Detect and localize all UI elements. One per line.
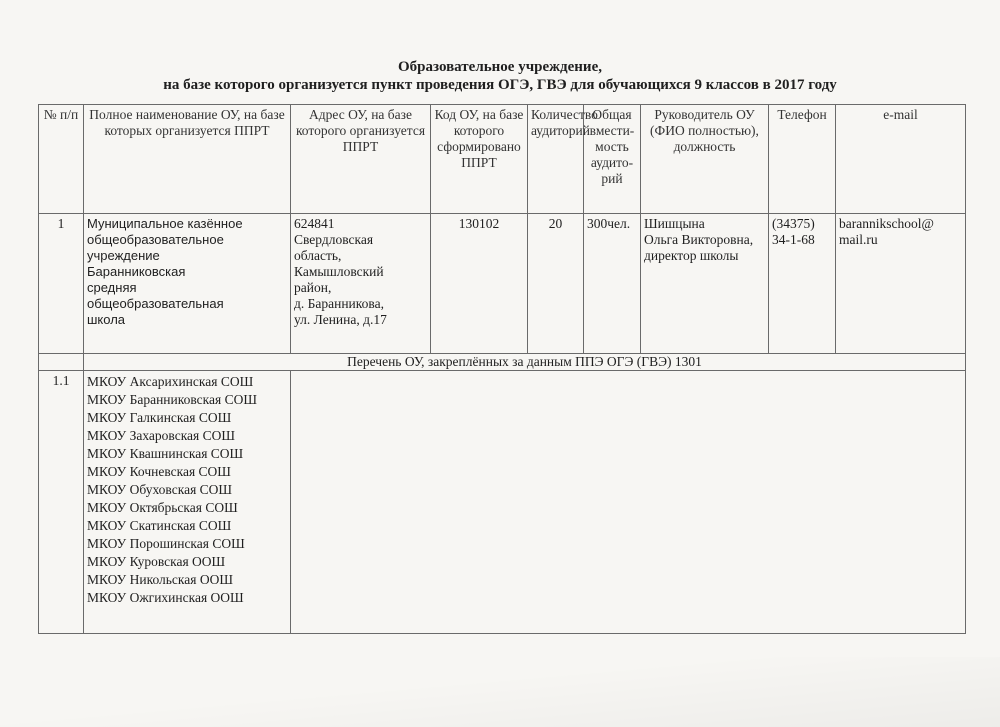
list-item: МКОУ Баранниковская СОШ <box>87 392 257 407</box>
assigned-schools-subheader: Перечень ОУ, закреплённых за данным ППЭ ОГЭ (ГВЭ) 1301 <box>84 354 966 371</box>
title-line-2: на базе которого организуется пункт проведения ОГЭ, ГВЭ для обучающихся 9 классов в 2017 году <box>163 77 837 93</box>
list-num: 1.1 <box>39 371 84 634</box>
address-line: область, <box>294 248 342 263</box>
header-rooms: Количество аудиторий <box>528 105 584 214</box>
address-line: район, <box>294 280 332 295</box>
empty-area <box>291 371 966 634</box>
list-item: МКОУ Скатинская СОШ <box>87 518 232 533</box>
name-line: средняя <box>87 280 137 295</box>
page-title <box>0 58 1000 94</box>
head-line: Ольга Викторовна, <box>644 232 754 247</box>
phone-line: (34375) <box>772 216 815 231</box>
phone-line: 34-1-68 <box>772 232 815 247</box>
table-row <box>39 214 966 354</box>
header-row <box>39 105 966 214</box>
header-address: Адрес ОУ, на базе которого организуется ППРТ <box>291 105 431 214</box>
address-line: Камышловский <box>294 264 384 279</box>
rooms-count: 20 <box>528 214 584 354</box>
email <box>836 214 966 354</box>
address-line: Свердловская <box>294 232 374 247</box>
list-item: МКОУ Галкинская СОШ <box>87 410 232 425</box>
phone <box>769 214 836 354</box>
name-line: общеобразовательная <box>87 296 224 311</box>
name-line: учреждение <box>87 248 160 263</box>
name-line: общеобразовательное <box>87 232 224 247</box>
name-line: школа <box>87 312 126 327</box>
list-item: МКОУ Захаровская СОШ <box>87 428 236 443</box>
schools-table <box>38 104 966 634</box>
list-row <box>39 371 966 634</box>
school-address <box>291 214 431 354</box>
list-item: МКОУ Никольская ООШ <box>87 572 233 587</box>
header-email: e-mail <box>836 105 966 214</box>
header-code: Код ОУ, на базе которого сформировано ППРТ <box>431 105 528 214</box>
assigned-schools-list <box>84 371 291 634</box>
list-item: МКОУ Кочневская СОШ <box>87 464 231 479</box>
name-line: Муниципальное казённое <box>87 216 243 231</box>
email-line: mail.ru <box>839 232 878 247</box>
address-line: 624841 <box>294 216 335 231</box>
address-line: ул. Ленина, д.17 <box>294 312 387 327</box>
header-name: Полное наименование ОУ, на базе которых организуется ППРТ <box>84 105 291 214</box>
list-item: МКОУ Аксарихинская СОШ <box>87 374 254 389</box>
list-item: МКОУ Куровская ООШ <box>87 554 226 569</box>
row-num: 1 <box>39 214 84 354</box>
school-head <box>641 214 769 354</box>
name-line: Баранниковская <box>87 264 186 279</box>
header-capacity: Общая вмести-мость аудито-рий <box>584 105 641 214</box>
subheader-row <box>39 354 966 371</box>
list-item: МКОУ Порошинская СОШ <box>87 536 245 551</box>
list-item: МКОУ Ожгихинская ООШ <box>87 590 244 605</box>
header-phone: Телефон <box>769 105 836 214</box>
school-code: 130102 <box>431 214 528 354</box>
header-num: № п/п <box>39 105 84 214</box>
header-head: Руководитель ОУ (ФИО полностью), должность <box>641 105 769 214</box>
address-line: д. Баранникова, <box>294 296 384 311</box>
list-item: МКОУ Октябрьская СОШ <box>87 500 238 515</box>
list-item: МКОУ Обуховская СОШ <box>87 482 233 497</box>
head-line: Шишцына <box>644 216 705 231</box>
scan-shadow <box>0 657 1000 727</box>
head-line: директор школы <box>644 248 739 263</box>
title-line-1: Образовательное учреждение, <box>398 59 602 75</box>
capacity: 300чел. <box>584 214 641 354</box>
list-item: МКОУ Квашнинская СОШ <box>87 446 244 461</box>
subheader-blank <box>39 354 84 371</box>
email-line: barannikschool@ <box>839 216 934 231</box>
school-full-name <box>84 214 291 354</box>
